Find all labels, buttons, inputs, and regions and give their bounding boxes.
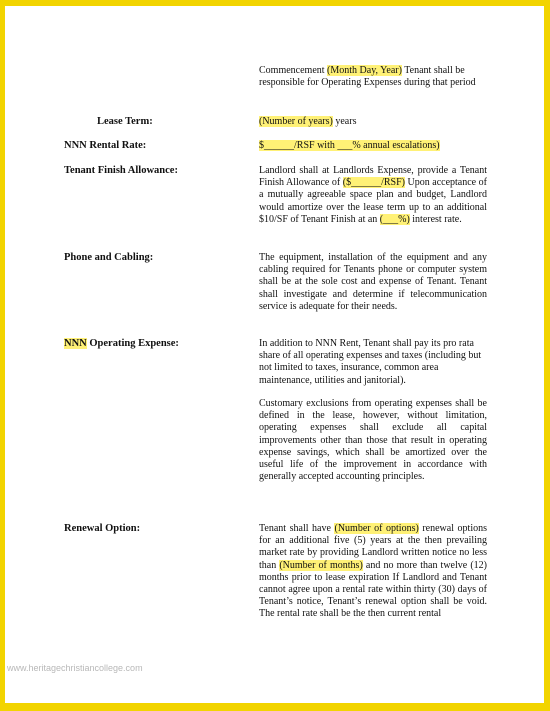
- commencement-paragraph: [259, 65, 487, 89]
- number-of-options-placeholder: (Number of options): [334, 523, 419, 534]
- lease-term-value: [259, 116, 487, 128]
- lease-term-label: Lease Term:: [97, 116, 153, 127]
- operating-expense-label-highlight: NNN: [64, 338, 87, 349]
- tenant-finish-allowance-paragraph: [259, 165, 487, 226]
- commencement-text: Commencement: [259, 65, 328, 76]
- operating-expense-label: [64, 338, 179, 349]
- renewal-text-3: and no more than twelve (12) months prior to lease expiration If Landlord and Tenant cannot agree upon a rental rate within thirty (30) days of Tenant’s notice, Tenant’s renewal option shall be void. The rental rate shall be the then current rental: [259, 559, 487, 620]
- phone-cabling-paragraph: The equipment, installation of the equipment and any cabling required for Tenants phone or computer system shall be at the sole cost and expense of Tenant. Tenant shall investigate and determine if telecommunication service is adequate for their needs.: [259, 252, 487, 312]
- lease-term-unit: years: [332, 116, 357, 127]
- document-page: [5, 6, 544, 703]
- renewal-option-label: Renewal Option:: [64, 523, 141, 534]
- tenant-finish-allowance-label: Tenant Finish Allowance:: [64, 165, 178, 176]
- lease-term-placeholder: (Number of years): [259, 116, 333, 127]
- nnn-rental-rate-label: NNN Rental Rate:: [64, 140, 147, 151]
- tenant-finish-text-3: interest rate.: [409, 213, 462, 225]
- nnn-rental-rate-value: [259, 140, 487, 152]
- phone-cabling-label: Phone and Cabling:: [64, 252, 154, 263]
- tenant-finish-rate-placeholder: ($______/RSF): [342, 177, 405, 189]
- watermark: www.heritagechristiancollege.com: [7, 663, 143, 673]
- tenant-finish-text-1: Landlord shall at Landlords Expense, provide a Tenant Finish Allowance of: [259, 165, 487, 189]
- number-of-months-placeholder: (Number of months): [279, 559, 363, 571]
- renewal-text-1: Tenant shall have: [259, 523, 335, 534]
- commencement-date-placeholder: (Month Day, Year): [327, 65, 402, 76]
- operating-expense-label-text: Operating Expense:: [86, 338, 179, 349]
- nnn-rental-rate-placeholder: $______/RSF with ___% annual escalations): [259, 140, 440, 151]
- commencement-text-end: Tenant shall be responsible for Operating Expenses during that period: [259, 65, 476, 89]
- tenant-finish-text-2: Upon acceptance of a mutually agreeable space plan and budget, Landlord would amortize over the lease term up to an additional $10/SF of Tenant Finish at an: [259, 177, 487, 225]
- renewal-option-paragraph: [259, 523, 487, 621]
- interest-rate-placeholder: (___%): [379, 213, 410, 225]
- operating-expense-paragraph-1: In addition to NNN Rent, Tenant shall pay its pro rata share of all operating expenses and taxes (including but not limited to taxes, insurance, common area maintenance, utilities and janitorial).: [259, 338, 482, 386]
- renewal-text-2: renewal options for an additional five (5) years at the then prevailing market rate by providing Landlord written notice no less than: [259, 523, 487, 571]
- operating-expense-paragraph-2: Customary exclusions from operating expenses shall be defined in the lease, however, without limitation, operating expenses shall exclude all capital improvements other than those that result in operating expense savings, which shall be amortized over the useful life of the improvement in accordance with generally accepted accounting principles.: [259, 398, 487, 483]
